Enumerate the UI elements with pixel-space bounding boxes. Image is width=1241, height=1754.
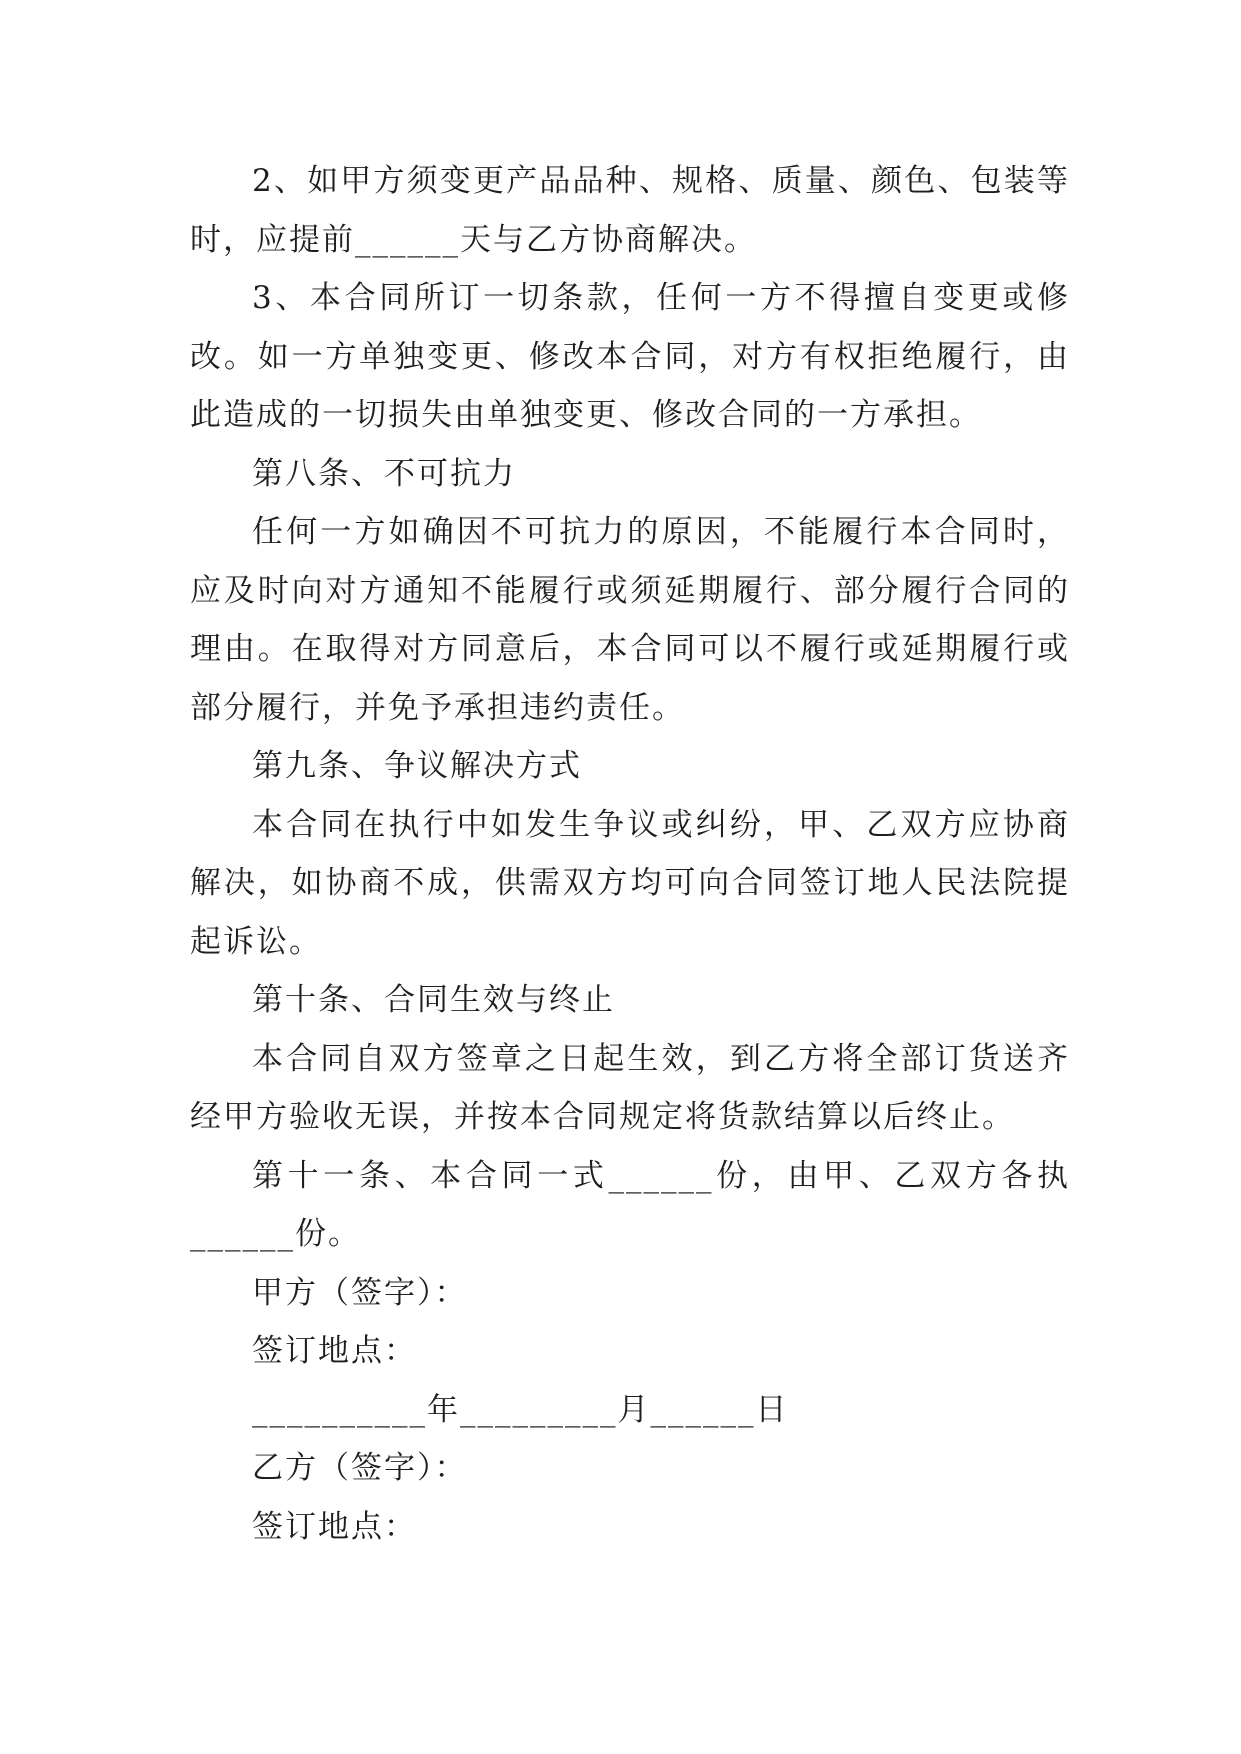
article-10-body: 本合同自双方签章之日起生效，到乙方将全部订货送齐经甲方验收无误，并按本合同规定将货款结算以后终止。 — [190, 1040, 1070, 1135]
signing-date-line: __________年_________月______日 — [252, 1391, 789, 1428]
party-b-signing-place-label: 签订地点： — [252, 1508, 417, 1545]
party-b-signature-label: 乙方（签字）： — [252, 1450, 468, 1486]
article-9-heading: 第九条、争议解决方式 — [252, 748, 582, 784]
article-8-body: 任何一方如确因不可抗力的原因，不能履行本合同时，应及时向对方通知不能履行或须延期履行、部分履行合同的理由。在取得对方同意后，本合同可以不履行或延期履行或部分履行，并免予承担违约责任。 — [190, 514, 1070, 726]
article-8-heading: 第八条、不可抗力 — [252, 455, 516, 492]
article-11-copies: 第十一条、本合同一式______份，由甲、乙双方各执______份。 — [190, 1157, 1070, 1252]
article-10-heading: 第十条、合同生效与终止 — [252, 982, 615, 1018]
clause-3-no-unilateral-change: 3、本合同所订一切条款，任何一方不得擅自变更或修改。如一方单独变更、修改本合同，对方有权拒绝履行，由此造成的一切损失由单独变更、修改合同的一方承担。 — [190, 280, 1070, 433]
document-body — [190, 152, 1070, 1556]
article-9-body: 本合同在执行中如发生争议或纠纷，甲、乙双方应协商解决，如协商不成，供需双方均可向合同签订地人民法院提起诉讼。 — [190, 806, 1070, 960]
clause-2-change-notice: 2、如甲方须变更产品品种、规格、质量、颜色、包装等时，应提前______天与乙方协商解决。 — [190, 163, 1070, 258]
party-a-signing-place-label: 签订地点： — [252, 1333, 417, 1369]
party-a-signature-label: 甲方（签字）： — [252, 1274, 468, 1311]
